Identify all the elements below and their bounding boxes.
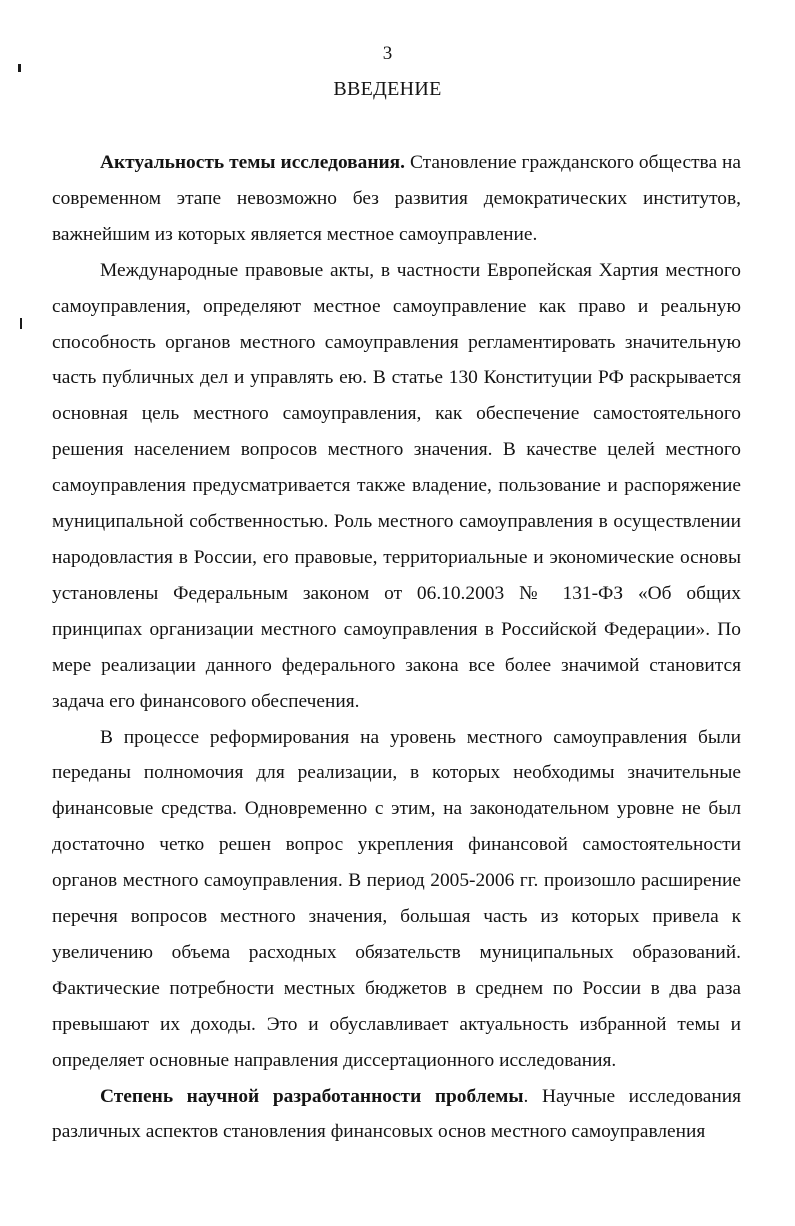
page-title: ВВЕДЕНИЕ (333, 78, 442, 100)
paragraph-text: Становление гражданского общества на современном этапе невозможно без развития демократических институтов, важнейшим из которых является местное самоуправление. (52, 152, 742, 245)
paragraph-relevance (52, 145, 741, 253)
paragraph-research-degree (52, 1079, 741, 1151)
paragraph-text: Международные правовые акты, в частности Европейская Хартия местного самоуправления, определяют местное самоуправление как право и реальную способность органов местного самоуправления регламентировать значительную часть публичных дел и управлять ею. В статье 130 Конституции РФ раскрывается основная цель местного самоуправления, как обеспечение самостоятельного решения населением вопросов местного значения. В качестве целей местного самоуправления предусматривается также владение, пользование и распоряжение муниципальной собственностью. Роль местного самоуправления в осуществлении народовластия в России, его правовые, территориальные и экономические основы установлены Федеральным законом от 06.10.2003 № 131-ФЗ «Об общих принципах организации местного самоуправления в Российской Федерации». По мере реализации данного федерального закона все более значимой становится задача его финансового обеспечения. (52, 259, 741, 712)
page-number: 3 (382, 43, 393, 64)
margin-mark (20, 318, 22, 329)
paragraph-international-acts (52, 253, 741, 720)
paragraph-lead: Актуальность темы исследования. (100, 152, 406, 173)
paragraph-text: В процессе реформирования на уровень местного самоуправления были переданы полномочия для реализации, в которых необходимы значительные финансовые средства. Одновременно с этим, на законодательном уровне не был достаточно четко решен вопрос укрепления финансовой самостоятельности органов местного самоуправления. В период 2005-2006 гг. произошло расширение перечня вопросов местного значения, большая часть из которых привела к увеличению объема расходных обязательств муниципальных образований. Фактические потребности местных бюджетов в среднем по России в два раза превышают их доходы. Это и обуславливает актуальность избранной темы и определяет основные направления диссертационного исследования. (52, 726, 741, 1071)
document-body (52, 145, 741, 1150)
paragraph-reform (52, 720, 741, 1079)
paragraph-lead: Степень научной разработанности проблемы (100, 1085, 524, 1107)
paragraph-text: . Научные исследования различных аспектов становления финансовых основ местного самоуправления (52, 1085, 741, 1143)
